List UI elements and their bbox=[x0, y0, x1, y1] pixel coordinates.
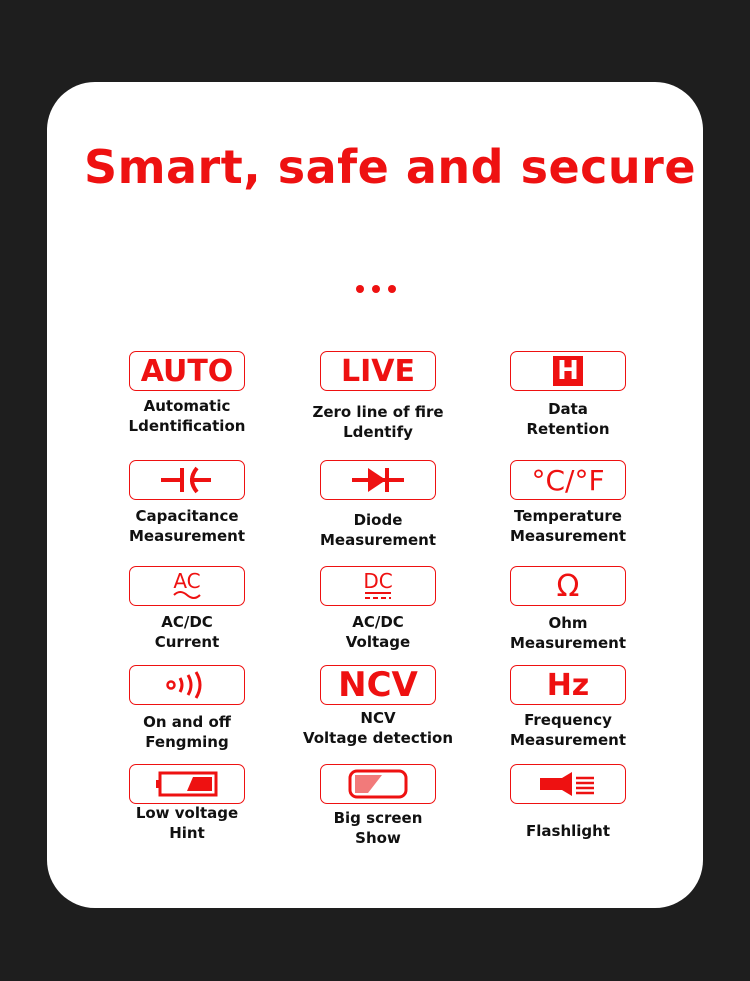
ac-icon: AC bbox=[129, 566, 245, 606]
feature-label: On and off Fengming bbox=[143, 713, 231, 751]
dc-line-icon bbox=[363, 590, 393, 600]
feature-label: Data Retention bbox=[526, 400, 610, 438]
feature-label: Flashlight bbox=[526, 822, 610, 840]
feature-label: AC/DC Current bbox=[154, 613, 220, 651]
dot bbox=[388, 285, 396, 293]
page-title: Smart, safe and secure bbox=[83, 140, 697, 194]
dc-icon: DC bbox=[320, 566, 436, 606]
feature-label: Low voltage Hint bbox=[135, 804, 239, 842]
wave-icon bbox=[172, 590, 202, 600]
hz-icon: Hz bbox=[510, 665, 626, 705]
h-hold-icon: H bbox=[510, 351, 626, 391]
flashlight-icon bbox=[510, 764, 626, 804]
feature-label: AC/DC Voltage bbox=[345, 613, 411, 651]
big-screen-icon bbox=[320, 764, 436, 804]
capacitor-icon bbox=[129, 460, 245, 500]
feature-label: Automatic Ldentification bbox=[128, 397, 246, 435]
auto-icon: AUTO bbox=[129, 351, 245, 391]
feature-label: Big screen Show bbox=[333, 809, 423, 847]
ncv-icon: NCV bbox=[320, 665, 436, 705]
diode-icon bbox=[320, 460, 436, 500]
feature-label: Ohm Measurement bbox=[509, 614, 627, 652]
ohm-icon: Ω bbox=[510, 566, 626, 606]
feature-label: Zero line of fire Ldentify bbox=[312, 403, 444, 441]
feature-label: Diode Measurement bbox=[319, 511, 437, 549]
live-icon: LIVE bbox=[320, 351, 436, 391]
dot bbox=[356, 285, 364, 293]
ellipsis-dots bbox=[356, 285, 396, 295]
low-battery-icon bbox=[129, 764, 245, 804]
feature-label: Temperature Measurement bbox=[509, 507, 627, 545]
feature-label: NCV Voltage detection bbox=[302, 709, 454, 747]
feature-label: Capacitance Measurement bbox=[128, 507, 246, 545]
dot bbox=[372, 285, 380, 293]
temperature-icon: °C/°F bbox=[510, 460, 626, 500]
buzzer-icon bbox=[129, 665, 245, 705]
feature-label: Frequency Measurement bbox=[509, 711, 627, 749]
